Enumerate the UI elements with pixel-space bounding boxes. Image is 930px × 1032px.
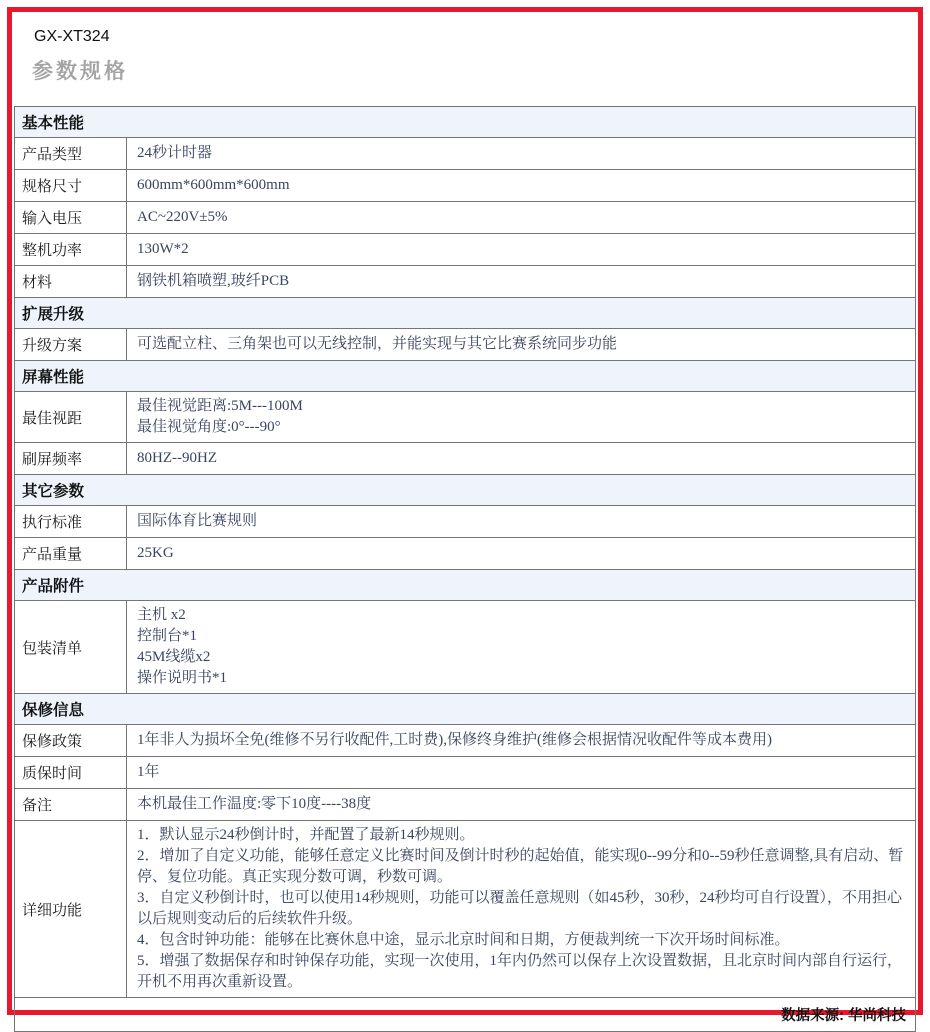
spec-label: 产品重量: [15, 538, 127, 570]
spec-table-body: [15, 107, 916, 998]
spec-value-line: 130W*2: [137, 239, 905, 260]
spec-label: 保修政策: [15, 725, 127, 757]
spec-label: 产品类型: [15, 138, 127, 170]
section-title: 产品附件: [15, 570, 916, 601]
spec-value: [127, 506, 916, 538]
table-row: [15, 789, 916, 821]
table-row: [15, 392, 916, 443]
spec-value-line: 可选配立柱、三角架也可以无线控制，并能实现与其它比赛系统同步功能: [137, 334, 905, 355]
spec-value: [127, 757, 916, 789]
spec-value-line: 5．增强了数据保存和时钟保存功能，实现一次使用，1年内仍然可以保存上次设置数据，且北京时间内部自行运行，开机不用再次重新设置。: [137, 951, 905, 993]
red-border-frame: [7, 7, 923, 1015]
spec-value-line: 本机最佳工作温度:零下10度----38度: [137, 794, 905, 815]
table-row: [15, 329, 916, 361]
data-source-label: 数据来源: 华尚科技: [15, 998, 916, 1032]
spec-value: [127, 789, 916, 821]
spec-value-line: 4．包含时钟功能：能够在比赛休息中途，显示北京时间和日期，方便裁判统一下次开场时间标准。: [137, 930, 905, 951]
section-title: 保修信息: [15, 694, 916, 725]
spec-value-line: 80HZ--90HZ: [137, 448, 905, 469]
section-header-row: [15, 475, 916, 506]
spec-label: 整机功率: [15, 234, 127, 266]
spec-value: [127, 138, 916, 170]
table-row: [15, 821, 916, 998]
spec-value: [127, 392, 916, 443]
section-title: 其它参数: [15, 475, 916, 506]
table-row: [15, 506, 916, 538]
page-title: 参数规格: [32, 55, 916, 85]
table-footer-row: [15, 998, 916, 1032]
table-row: [15, 234, 916, 266]
spec-table: [14, 106, 916, 1032]
spec-value-line: 1年: [137, 762, 905, 783]
spec-label: 规格尺寸: [15, 170, 127, 202]
spec-value: [127, 725, 916, 757]
section-header-row: [15, 570, 916, 601]
section-header-row: [15, 107, 916, 138]
spec-value-line: 操作说明书*1: [137, 668, 905, 689]
spec-label: 最佳视距: [15, 392, 127, 443]
spec-value-line: 3．自定义秒倒计时，也可以使用14秒规则，功能可以覆盖任意规则（如45秒，30秒，24秒均可自行设置），不用担心以后规则变动后的后续软件升级。: [137, 888, 905, 930]
section-header-row: [15, 694, 916, 725]
table-row: [15, 138, 916, 170]
spec-value: [127, 170, 916, 202]
table-row: [15, 757, 916, 789]
table-row: [15, 601, 916, 694]
section-title: 扩展升级: [15, 298, 916, 329]
section-header-row: [15, 361, 916, 392]
spec-label: 升级方案: [15, 329, 127, 361]
spec-value-line: 最佳视觉角度:0°---90°: [137, 417, 905, 438]
spec-value: [127, 821, 916, 998]
spec-label: 详细功能: [15, 821, 127, 998]
spec-value: [127, 538, 916, 570]
spec-value: [127, 329, 916, 361]
spec-value-line: 1年非人为损坏全免(维修不另行收配件,工时费),保修终身维护(维修会根据情况收配件等成本费用): [137, 730, 905, 751]
spec-value-line: 主机 x2: [137, 605, 905, 626]
spec-label: 执行标准: [15, 506, 127, 538]
section-title: 基本性能: [15, 107, 916, 138]
spec-label: 输入电压: [15, 202, 127, 234]
table-row: [15, 266, 916, 298]
spec-value-line: 国际体育比赛规则: [137, 511, 905, 532]
table-row: [15, 443, 916, 475]
spec-value-line: 2．增加了自定义功能，能够任意定义比赛时间及倒计时秒的起始值，能实现0--99分和0--59秒任意调整,具有启动、暂停、复位功能。真正实现分数可调，秒数可调。: [137, 846, 905, 888]
table-row: [15, 725, 916, 757]
spec-value: [127, 601, 916, 694]
spec-value: [127, 234, 916, 266]
spec-value-line: 45M线缆x2: [137, 647, 905, 668]
table-row: [15, 538, 916, 570]
product-model-title: GX-XT324: [34, 28, 916, 46]
spec-label: 备注: [15, 789, 127, 821]
section-header-row: [15, 298, 916, 329]
spec-value-line: 24秒计时器: [137, 143, 905, 164]
spec-value-line: 控制台*1: [137, 626, 905, 647]
spec-label: 刷屏频率: [15, 443, 127, 475]
spec-value: [127, 202, 916, 234]
table-row: [15, 202, 916, 234]
spec-value-line: 最佳视觉距离:5M---100M: [137, 396, 905, 417]
spec-value-line: 600mm*600mm*600mm: [137, 175, 905, 196]
section-title: 屏幕性能: [15, 361, 916, 392]
table-row: [15, 170, 916, 202]
spec-label: 包装清单: [15, 601, 127, 694]
spec-value-line: 25KG: [137, 543, 905, 564]
spec-value: [127, 266, 916, 298]
spec-value-line: AC~220V±5%: [137, 207, 905, 228]
spec-value: [127, 443, 916, 475]
page-content: [12, 28, 918, 1032]
spec-value-line: 1．默认显示24秒倒计时，并配置了最新14秒规则。: [137, 825, 905, 846]
spec-value-line: 钢铁机箱喷塑,玻纤PCB: [137, 271, 905, 292]
spec-label: 材料: [15, 266, 127, 298]
spec-label: 质保时间: [15, 757, 127, 789]
